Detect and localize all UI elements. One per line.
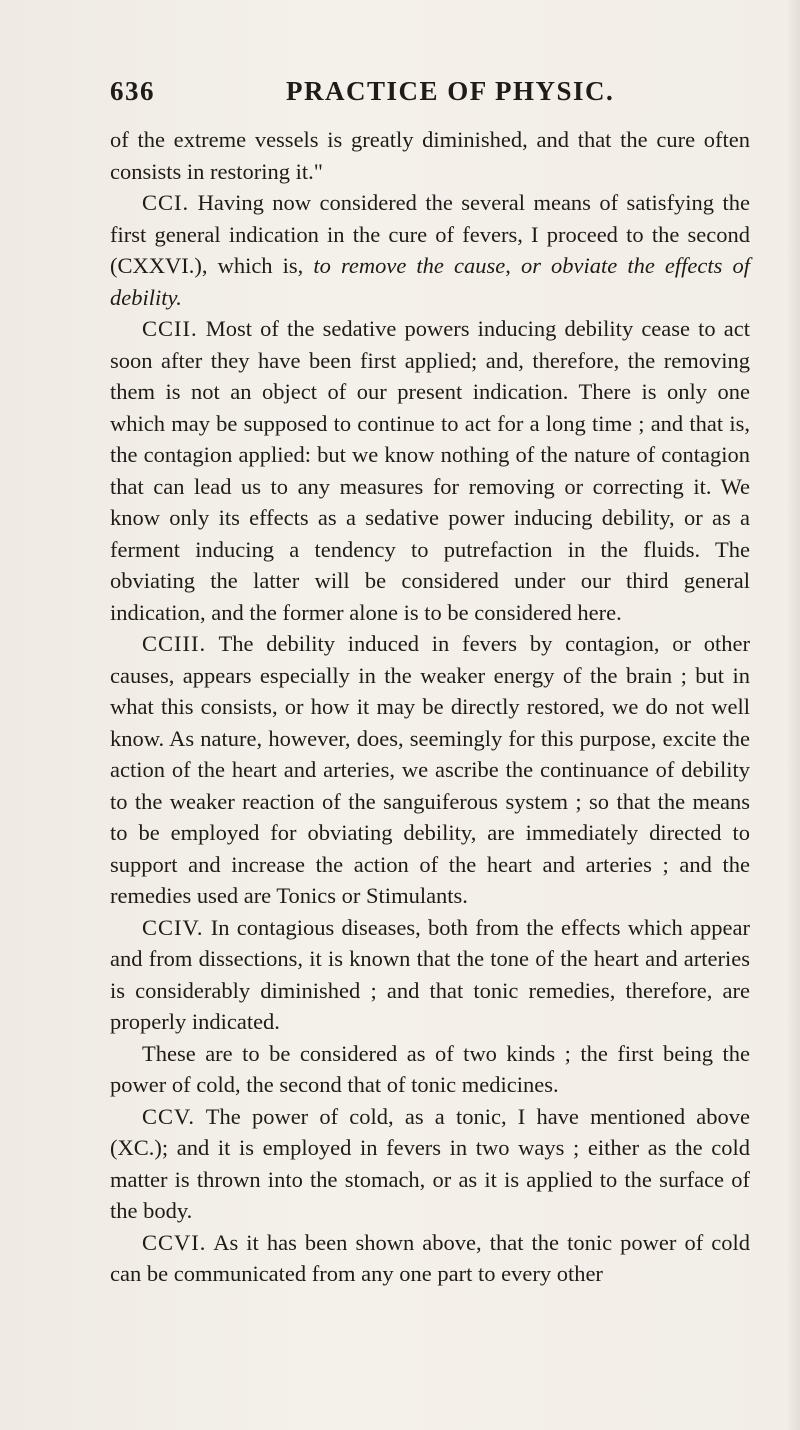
- paragraph-cciv: [110, 912, 750, 1038]
- running-head: PRACTICE OF PHYSIC.: [286, 76, 615, 106]
- paragraph-cciii: [110, 628, 750, 912]
- body-text: [110, 124, 750, 1290]
- paragraph-continuation: [110, 124, 750, 187]
- paragraph-ccv: [110, 1101, 750, 1227]
- paragraph-cci: [110, 187, 750, 313]
- section-number: CCII.: [142, 316, 198, 341]
- italic-text: or obviate the effects of debility.: [110, 253, 750, 310]
- section-number: CCV.: [142, 1103, 195, 1129]
- paragraph-text: ,: [505, 253, 521, 278]
- italic-text: to remove the cause: [313, 253, 506, 278]
- paragraph-text: The power of cold, as a tonic, I have mentioned above (XC.); and it is employed in fevers in two ways ; either as the cold matter is thrown into the stomach, or as it is applied to the surface of the body.: [110, 1103, 750, 1223]
- section-number: CCIV.: [142, 914, 204, 940]
- section-number: CCI.: [142, 190, 190, 215]
- section-number: CCIII.: [142, 631, 207, 656]
- page-edge-shadow: [786, 0, 800, 1430]
- paragraph-text: Having now considered the several means of satisfying the first general indication in the cure of fevers, I proceed to the second (CXXVI.), which is,: [110, 190, 750, 278]
- paragraph-kinds: [110, 1038, 750, 1101]
- paragraph-text: As it has been shown above, that the tonic power of cold can be communicated from any one part to every other: [110, 1229, 750, 1286]
- section-number: CCVI.: [142, 1229, 207, 1255]
- paragraph-ccii: [110, 313, 750, 628]
- paragraph-text: These are to be considered as of two kinds ; the first being the power of cold, the second that of tonic medicines.: [110, 1040, 750, 1097]
- paragraph-text: Most of the sedative powers inducing debility cease to act soon after they have been first applied; and, therefore, the removing them is not an object of our present indication. There is only one which may be supposed to continue to act for a long time ; and that is, the contagion applied: but we know nothing of the nature of contagion that can lead us to any measures for removing or correcting it. We know only its effects as a sedative power inducing debility, or as a ferment inducing a tendency to putrefaction in the fluids. The obviating the latter will be considered under our third general indication, and the former alone is to be considered here.: [110, 316, 750, 625]
- paragraph-text: In contagious diseases, both from the effects which appear and from dissections, it is known that the tone of the heart and arteries is considerably diminished ; and that tonic remedies, therefore, are properly indicated.: [110, 914, 750, 1034]
- page-header: [110, 76, 690, 116]
- paragraph-text: of the extreme vessels is greatly diminished, and that the cure often consists in restoring it.": [110, 127, 750, 184]
- paragraph-text: The debility induced in fevers by contagion, or other causes, appears especially in the weaker energy of the brain ; but in what this consists, or how it may be directly restored, we do not well know. As nature, however, does, seemingly for this purpose, excite the action of the heart and arteries, we ascribe the continuance of debility to the weaker reaction of the sanguiferous system ; so that the means to be employed for obviating debility, are immediately directed to support and increase the action of the heart and arteries ; and the remedies used are Tonics or Stimulants.: [110, 631, 750, 908]
- paragraph-ccvi: [110, 1227, 750, 1290]
- page-number: 636: [110, 76, 155, 106]
